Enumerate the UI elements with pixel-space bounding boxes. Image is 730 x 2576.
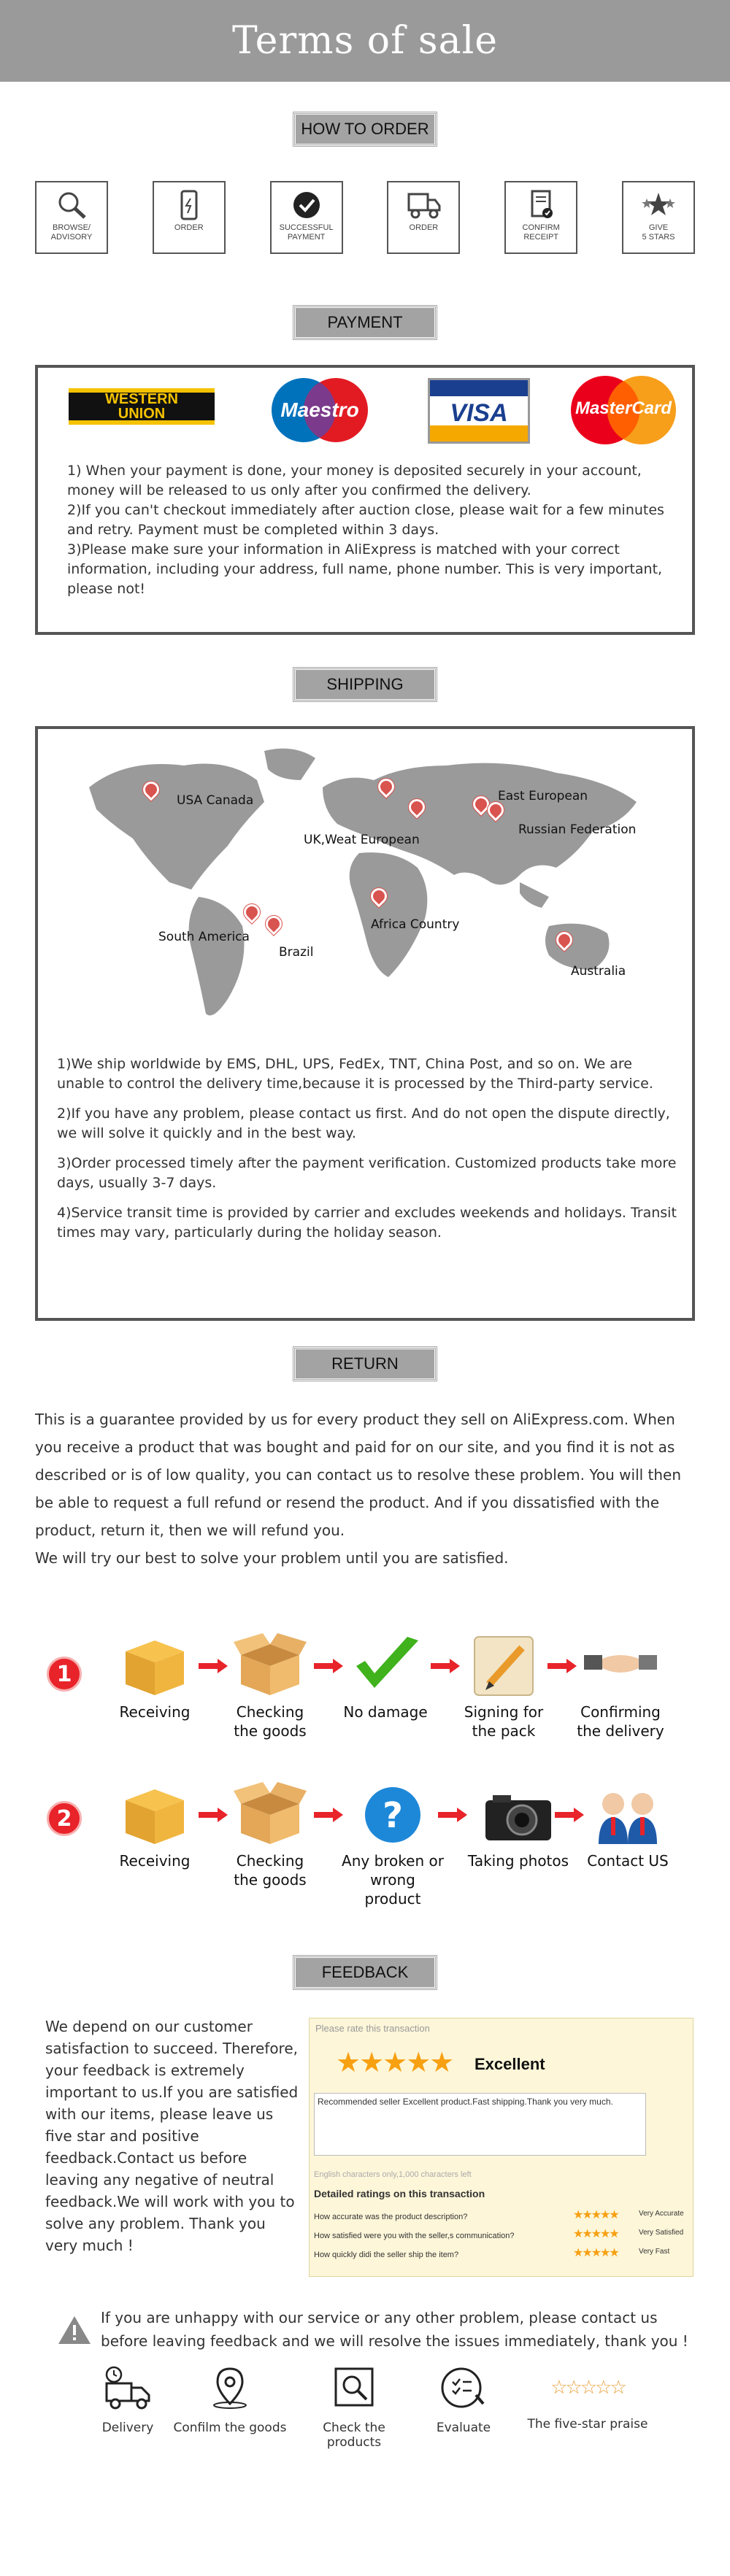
map-label-africa: Africa Country	[371, 917, 460, 932]
world-map-icon	[82, 744, 651, 1036]
arrow-icon	[314, 1808, 343, 1822]
flow2-checking: Checking the goods	[226, 1782, 314, 1889]
flow1-number: 1	[47, 1657, 82, 1692]
flow2-number: 2	[47, 1801, 82, 1836]
row-stars[interactable]: ★★★★★	[573, 2207, 618, 2221]
payment-text: 1) When your payment is done, your money is deposited securely in your account, money will be released to us only after you confirmed the delivery. 2)If you can't checkout immediately after auction close, please wait for a few minutes and retry. Payment must be completed within 3 days. 3)Please make sure your information in AliExpress is matched with your correct information, including your address, full name, phone number. This is very important, please not!	[67, 463, 664, 597]
check-circle-icon	[289, 190, 324, 220]
search-icon	[328, 2366, 380, 2410]
flow2-contact: Contact US	[584, 1782, 672, 1870]
flow2	[44, 1782, 701, 1928]
bottom-step-praise: ☆☆☆☆☆ The five-star praise	[522, 2366, 653, 2432]
feedback-card-heading: Please rate this transaction	[315, 2023, 430, 2034]
handshake-icon	[584, 1633, 657, 1699]
bottom-step-delivery: Delivery	[69, 2366, 186, 2435]
map-label-east: East European	[498, 789, 588, 803]
arrow-icon	[548, 1659, 577, 1673]
open-box-icon	[234, 1633, 307, 1699]
map-label-uk: UK,Weat European	[304, 833, 420, 847]
feedback-card	[309, 2018, 694, 2277]
maestro-logo: Maestro	[266, 375, 374, 445]
truck-icon	[406, 190, 441, 220]
svg-text:?: ?	[383, 1795, 403, 1836]
row-stars[interactable]: ★★★★★	[573, 2226, 618, 2240]
row-stars[interactable]: ★★★★★	[573, 2245, 618, 2259]
map-label-south-america: South America	[158, 930, 250, 944]
sign-icon	[467, 1633, 540, 1699]
flow2-broken: ? Any broken or wrong product	[342, 1782, 444, 1908]
open-box-icon	[234, 1782, 307, 1848]
arrow-icon	[431, 1659, 460, 1673]
flow1-confirming: Confirming the delivery	[577, 1633, 664, 1740]
notice-text: If you are unhappy with our service or any other problem, please contact us before leaving feedback and we will resolve the issues immediately, thank you !	[101, 2309, 688, 2350]
detail-row: How satisfied were you with the seller,s communication? ★★★★★ Very Satisfied	[314, 2226, 684, 2240]
detail-row: How accurate was the product description? ★★★★★ Very Accurate	[314, 2207, 684, 2221]
stars-icon	[641, 190, 676, 220]
map-label-usa: USA Canada	[177, 793, 254, 808]
order-steps	[35, 181, 695, 254]
arrow-icon	[314, 1659, 343, 1673]
header-banner	[0, 0, 730, 82]
section-title-shipping: SHIPPING	[293, 668, 437, 701]
return-text: This is a guarantee provided by us for every product they sell on AliExpress.com. When you receive a product that was bought and paid for on our site, and you find it is not as described or is of low quality, you can contact us to resolve these problem. You will then be able to request a full refund or resend the product. And if you dissatisfied with the product, return it, then we will refund you. We will try our best to solve your problem until you are satisfied.	[35, 1411, 682, 1567]
phone-icon	[172, 190, 207, 220]
flow1-checking: Checking the goods	[226, 1633, 314, 1740]
camera-icon	[482, 1782, 555, 1848]
western-union-logo: WESTERN UNION	[69, 388, 215, 425]
support-icon	[591, 1782, 664, 1848]
warning-icon	[57, 2315, 92, 2345]
five-stars-icon: ☆☆☆☆☆	[550, 2377, 625, 2399]
location-pin-icon	[204, 2366, 256, 2410]
step-confirm: CONFIRM RECEIPT	[504, 181, 577, 254]
shipping-text: 1)We ship worldwide by EMS, DHL, UPS, FedEx, TNT, China Post, and so on. We are unable to control the delivery time,because it is processed by the Third-party service. 2)If you have any problem, please contact us first. And do not open the dispute directly, we will solve it quickly and in the best way. 3)Order processed timely after the payment verification. Customized products take more days, usually 3-7 days. 4)Service transit time is provided by carrier and excludes weekends and holidays. Transit times may vary, particularly during the holiday season.	[57, 1056, 677, 1241]
section-title-payment: PAYMENT	[293, 306, 437, 339]
box-icon	[118, 1633, 191, 1699]
mastercard-logo: MasterCard	[565, 374, 682, 447]
section-title-how-to-order: HOW TO ORDER	[293, 112, 437, 146]
box-icon	[118, 1782, 191, 1848]
map-label-brazil: Brazil	[279, 945, 314, 960]
step-ship: ORDER	[387, 181, 460, 254]
flow2-photos: Taking photos	[467, 1782, 569, 1870]
map-label-russia: Russian Federation	[518, 822, 637, 837]
arrow-icon	[199, 1659, 228, 1673]
checkmark-icon	[349, 1633, 422, 1699]
step-order: ORDER	[153, 181, 226, 254]
rating-stars[interactable]: ★★★★★	[336, 2046, 453, 2078]
flow1-receiving: Receiving	[111, 1633, 199, 1721]
detail-rows	[314, 2207, 686, 2267]
bottom-step-evaluate: Evaluate	[405, 2366, 522, 2435]
map-label-australia: Australia	[571, 964, 626, 979]
question-icon	[356, 1782, 429, 1848]
rating-word: Excellent	[474, 2055, 545, 2073]
section-title-return: RETURN	[293, 1347, 437, 1381]
chars-left: English characters only,1,000 characters left	[314, 2170, 472, 2179]
step-browse: BROWSE/ ADVISORY	[35, 181, 108, 254]
magnifier-icon	[54, 190, 89, 220]
payment-box	[35, 365, 695, 635]
visa-logo: VISA	[428, 378, 530, 444]
comment-textarea[interactable]: Recommended seller Excellent product.Fast shipping.Thank you very much.	[314, 2093, 646, 2156]
detail-row: How quickly didi the seller ship the item? ★★★★★ Very Fast	[314, 2245, 670, 2259]
detail-title: Detailed ratings on this transaction	[314, 2188, 485, 2199]
arrow-icon	[199, 1808, 228, 1822]
world-map	[82, 744, 651, 1036]
step-stars: GIVE 5 STARS	[622, 181, 695, 254]
feedback-text: We depend on our customer satisfaction to succeed. Therefore, your feedback is extremely important to us.If you are satisfied with our items, please leave us five star and positive feedback.Contact us before leaving any negative of neutral feedback.We will work with you to solve any problem. Thank you very much !	[45, 2018, 299, 2254]
arrow-icon	[438, 1808, 467, 1822]
document-icon	[523, 190, 558, 220]
section-title-feedback: FEEDBACK	[293, 1956, 437, 1989]
evaluate-icon	[438, 2366, 489, 2410]
page-title: Terms of sale	[232, 19, 498, 63]
shipping-box	[35, 726, 695, 1321]
arrow-icon	[555, 1808, 584, 1822]
flow1-no-damage: No damage	[342, 1633, 429, 1721]
step-payment: SUCCESSFUL PAYMENT	[270, 181, 343, 254]
bottom-step-check: Check the products	[296, 2366, 412, 2450]
bottom-step-confirm: Confilm the goods	[172, 2366, 288, 2435]
flow1	[44, 1633, 701, 1779]
delivery-truck-icon	[102, 2366, 153, 2410]
flow1-signing: Signing for the pack	[460, 1633, 548, 1740]
flow2-receiving: Receiving	[111, 1782, 199, 1870]
